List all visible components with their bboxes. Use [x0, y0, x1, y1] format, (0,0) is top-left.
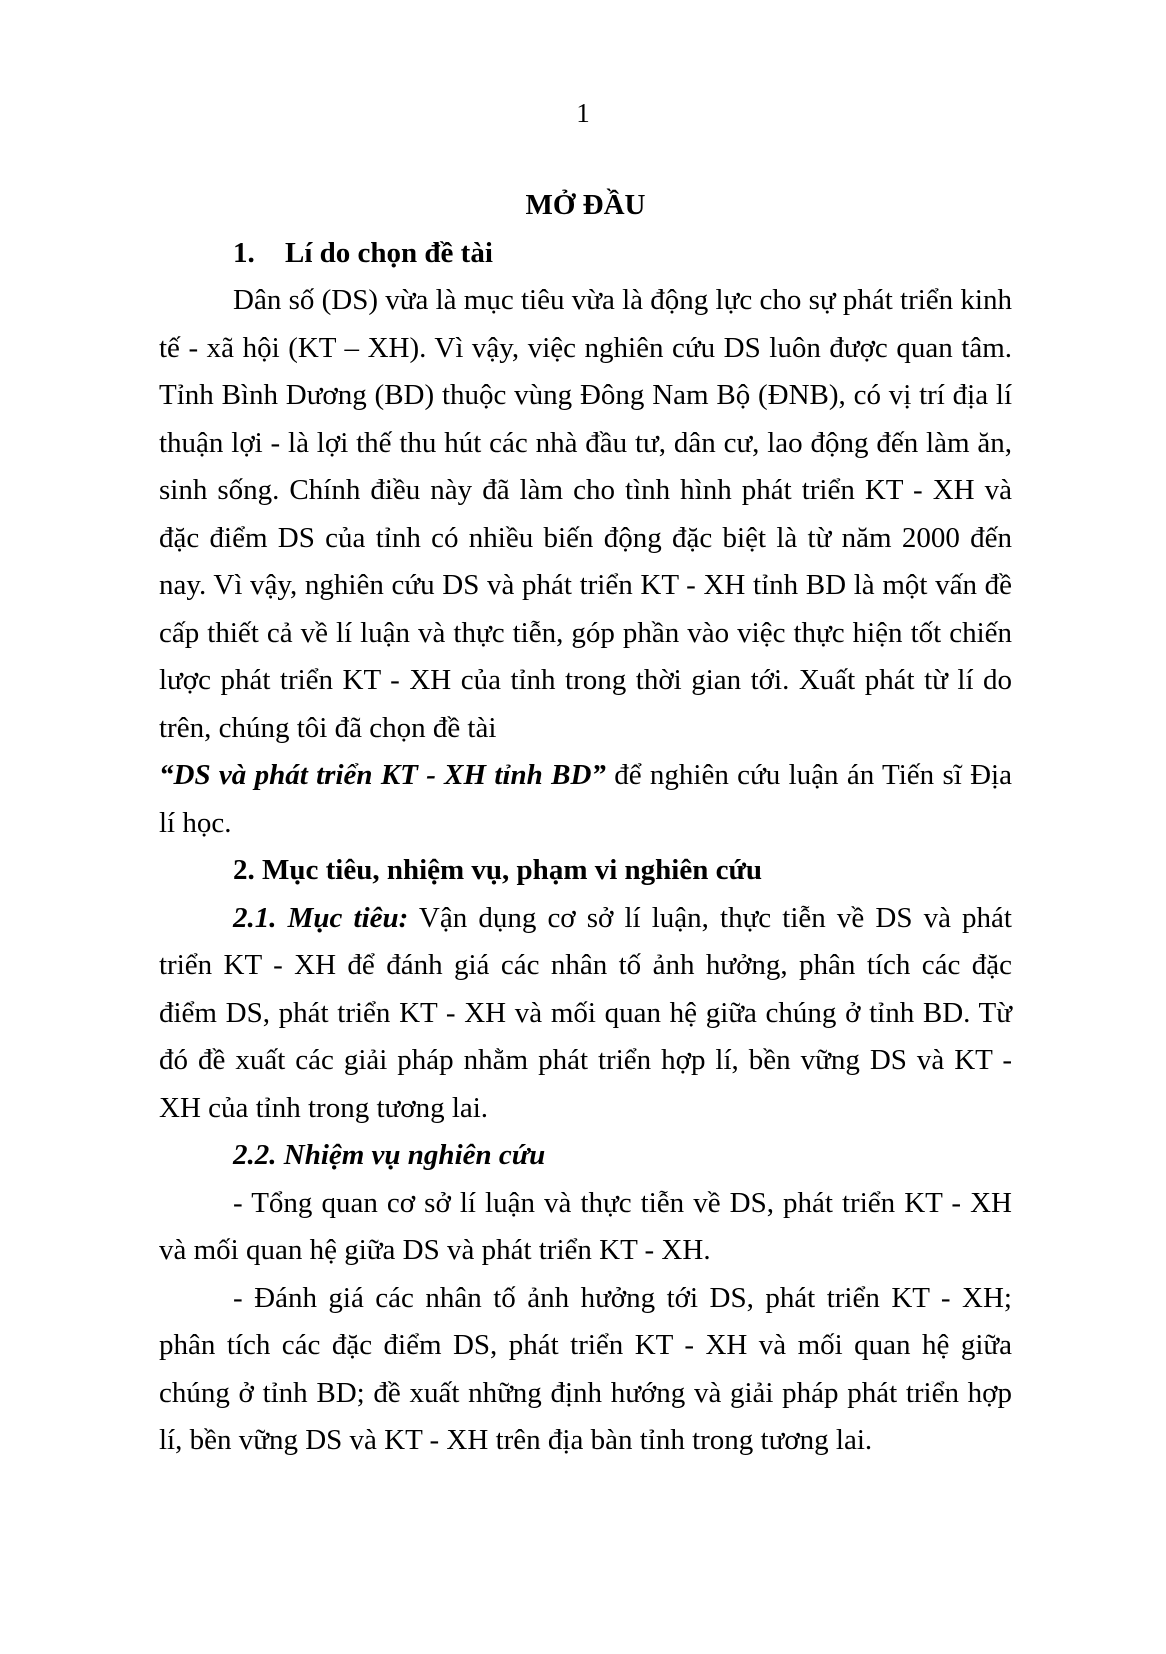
- section-1-text-end: để nghiên cứu luận án Tiến sĩ Địa lí học.: [159, 759, 1012, 839]
- section-2-heading: 2. Mục tiêu, nhiệm vụ, phạm vi nghiên cứu: [233, 854, 762, 886]
- section-1-paragraph: [159, 277, 1012, 847]
- section-1-text: Dân số (DS) vừa là mục tiêu vừa là động lực cho sự phát triển kinh tế - xã hội (KT – XH). Vì vậy, việc nghiên cứu DS luôn được quan tâm. Tỉnh Bình Dương (BD) thuộc vùng Đông Nam Bộ (ĐNB), có vị trí địa lí thuận lợi - là lợi thế thu hút các nhà đầu tư, dân cư, lao động đến làm ăn, sinh sống. Chính điều này đã làm cho tình hình phát triển KT - XH và đặc điểm DS của tỉnh có nhiều biến động đặc biệt là từ năm 2000 đến nay. Vì vậy, nghiên cứu DS và phát triển KT - XH tỉnh BD là một vấn đề cấp thiết cả về lí luận và thực tiễn, góp phần vào việc thực hiện tốt chiến lược phát triển KT - XH của tỉnh trong thời gian tới. Xuất phát từ lí do trên, chúng tôi đã chọn đề tài: [159, 284, 1012, 744]
- tasks-heading: 2.2. Nhiệm vụ nghiên cứu: [233, 1139, 546, 1171]
- goal-paragraph: [159, 895, 1012, 1133]
- task-item: - Đánh giá các nhân tố ảnh hưởng tới DS, phát triển KT - XH; phân tích các đặc điểm DS, phát triển KT - XH và mối quan hệ giữa chúng ở tỉnh BD; đề xuất những định hướng và giải pháp phát triển hợp lí, bền vững DS và KT - XH trên địa bàn tỉnh trong tương lai.: [159, 1281, 1012, 1456]
- task-item: - Tổng quan cơ sở lí luận và thực tiễn về DS, phát triển KT - XH và mối quan hệ giữa DS và phát triển KT - XH.: [159, 1186, 1012, 1266]
- page-content: [159, 182, 1012, 1465]
- topic-title: “DS và phát triển KT - XH tỉnh BD”: [159, 759, 606, 791]
- section-1-heading: [159, 230, 1012, 278]
- page-title: MỞ ĐẦU: [525, 189, 646, 221]
- page-number: 1: [576, 98, 590, 128]
- goal-label: 2.1. Mục tiêu:: [233, 901, 409, 934]
- section-1-number: 1.: [233, 236, 255, 269]
- section-1-title: Lí do chọn đề tài: [285, 236, 493, 269]
- goal-text: Vận dụng cơ sở lí luận, thực tiễn về DS và phát triển KT - XH để đánh giá các nhân tố ảnh hưởng, phân tích các đặc điểm DS, phát triển KT - XH và mối quan hệ giữa chúng ở tỉnh BD. Từ đó đề xuất các giải pháp nhằm phát triển hợp lí, bền vững DS và KT - XH của tỉnh trong tương lai.: [159, 901, 1012, 1124]
